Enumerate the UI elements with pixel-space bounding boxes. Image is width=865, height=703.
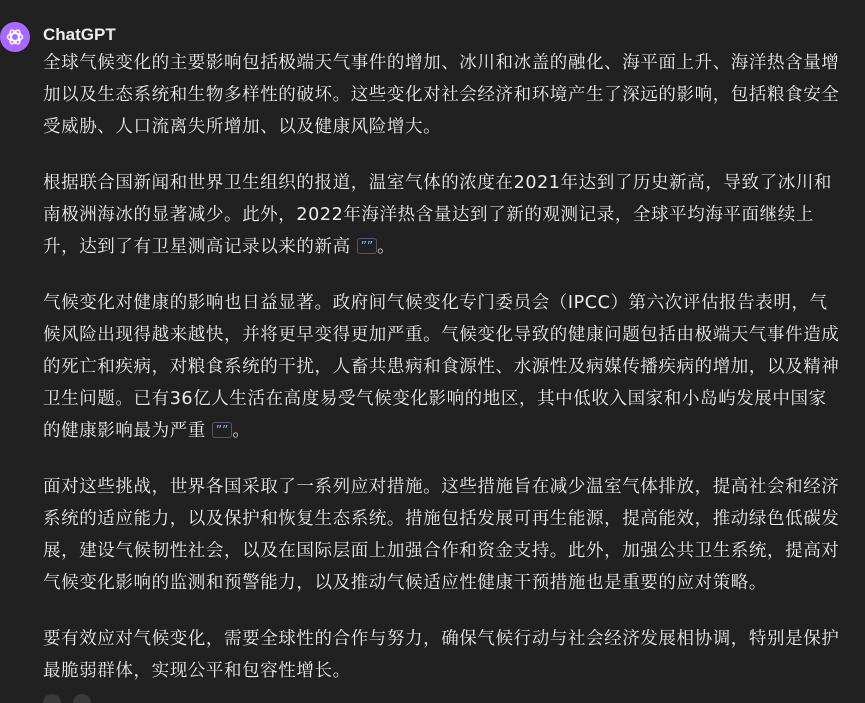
paragraph-tail: 。: [232, 421, 251, 441]
openai-logo-icon: [5, 27, 25, 47]
message-paragraph: [43, 167, 843, 263]
paragraph-text: 面对这些挑战，世界各国采取了一系列应对措施。这些措施旨在减少温室气体排放，提高社会和经济系统的适应能力，以及保护和恢复生态系统。措施包括发展可再生能源，提高能效，推动绿色低碳发展，建设气候韧性社会，以及在国际层面上加强合作和资金支持。此外，加强公共卫生系统，提高对气候变化影响的监测和预警能力，以及推动气候适应性健康干预措施也是重要的应对策略。: [43, 477, 840, 593]
chatgpt-avatar: [0, 22, 30, 52]
message-paragraph: [43, 471, 843, 599]
citation-link[interactable]: ””: [212, 422, 232, 438]
assistant-message: [43, 47, 843, 703]
sender-name: ChatGPT: [43, 25, 116, 44]
paragraph-text: 要有效应对气候变化，需要全球性的合作与努力，确保气候行动与社会经济发展相协调，特别是保护最脆弱群体，实现公平和包容性增长。: [43, 629, 840, 681]
copy-icon[interactable]: [43, 694, 61, 703]
message-paragraph: [43, 287, 843, 447]
message-actions: [43, 694, 91, 703]
message-paragraph: [43, 47, 843, 143]
message-paragraph: [43, 623, 843, 687]
citation-link[interactable]: ””: [357, 238, 377, 254]
paragraph-text: 气候变化对健康的影响也日益显著。政府间气候变化专门委员会（IPCC）第六次评估报告表明，气候风险出现得越来越快，并将更早变得更加严重。气候变化导致的健康问题包括由极端天气事件造成的死亡和疾病，对粮食系统的干扰，人畜共患病和食源性、水源性及病媒传播疾病的增加，以及精神卫生问题。已有36亿人生活在高度易受气候变化影响的地区，其中低收入国家和小岛屿发展中国家的健康影响最为严重: [43, 293, 840, 441]
regenerate-icon[interactable]: [73, 694, 91, 703]
paragraph-tail: 。: [377, 237, 396, 257]
paragraph-text: 根据联合国新闻和世界卫生组织的报道，温室气体的浓度在2021年达到了历史新高，导致了冰川和南极洲海冰的显著减少。此外，2022年海洋热含量达到了新的观测记录，全球平均海平面继续上升，达到了有卫星测高记录以来的新高: [43, 173, 833, 257]
paragraph-text: 全球气候变化的主要影响包括极端天气事件的增加、冰川和冰盖的融化、海平面上升、海洋热含量增加以及生态系统和生物多样性的破坏。这些变化对社会经济和环境产生了深远的影响，包括粮食安全受威胁、人口流离失所增加、以及健康风险增大。: [43, 53, 840, 137]
